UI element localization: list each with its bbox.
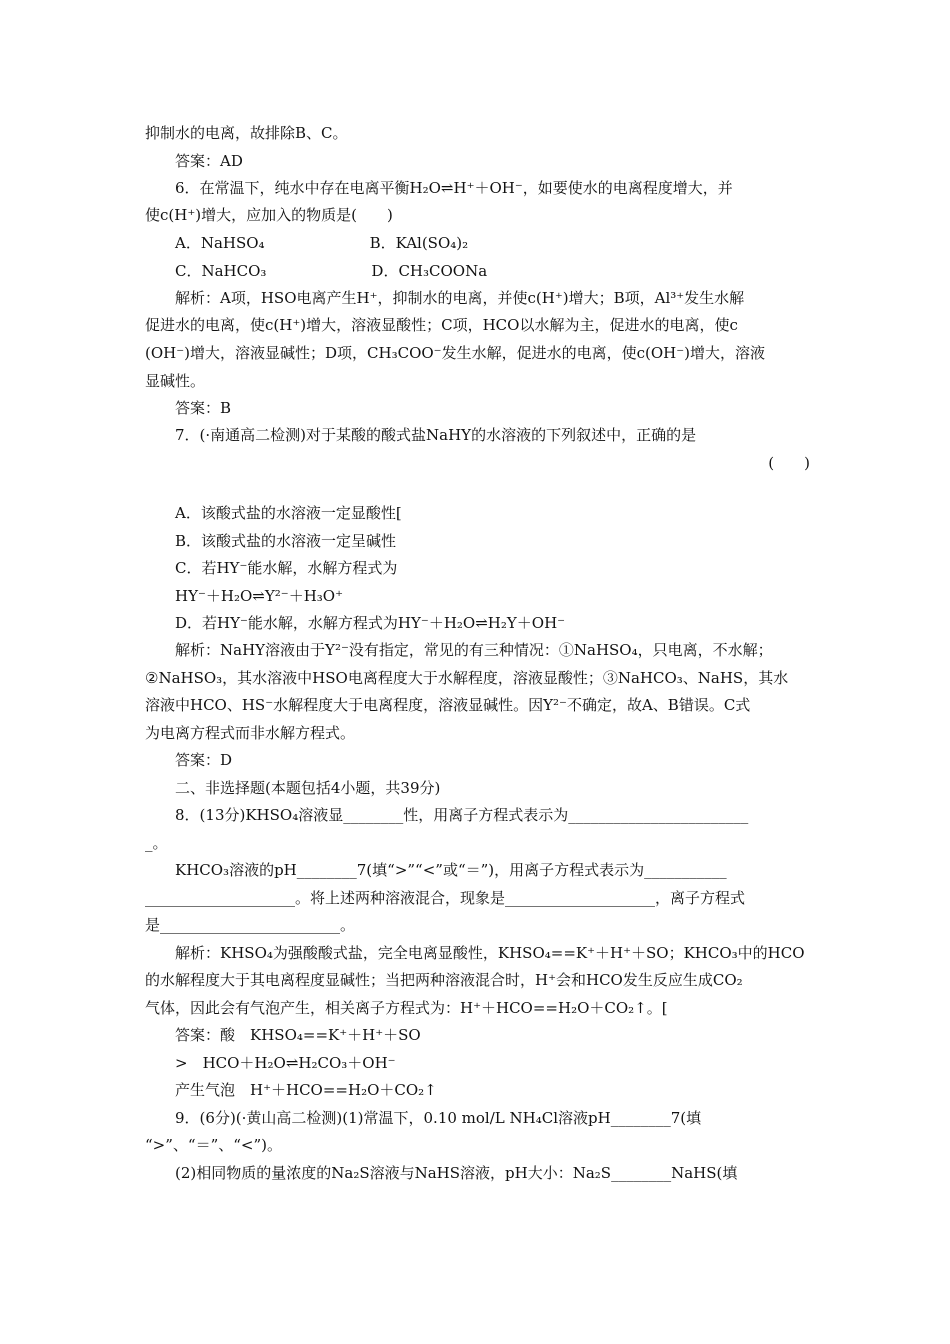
option-d: D．若HY⁻能水解，水解方程式为HY⁻＋H₂O⇌H₂Y＋OH⁻ [175,614,566,632]
question-7: 7．(·南通高二检测)对于某酸的酸式盐NaHY的水溶液的下列叙述中，正确的是 [175,426,697,444]
answer-line: 产生气泡 H⁺＋HCO==H₂O＋CO₂↑ [175,1081,437,1099]
text-line: (2)相同物质的量浓度的Na₂S溶液与NaHS溶液，pH大小：Na₂S________NaHS(填 [175,1164,738,1182]
explanation-line: 显碱性。 [145,372,206,390]
option-a: A．该酸式盐的水溶液一定显酸性[ [175,504,402,522]
equation-line: HY⁻＋H₂O⇌Y²⁻＋H₃O⁺ [175,587,344,605]
explanation-line: (OH⁻)增大，溶液显碱性；D项，CH₃COO⁻发生水解，促进水的电离，使c(OH⁻)增大，溶液 [145,344,765,362]
explanation-line: 解析：NaHY溶液由于Y²⁻没有指定，常见的有三种情况：①NaHSO₄，只电离，不水解； [175,641,773,659]
option-row: A．NaHSO₄ B．KAl(SO₄)₂ [175,234,469,252]
question-6: 6．在常温下，纯水中存在电离平衡H₂O⇌H⁺＋OH⁻，如要使水的电离程度增大，并 [175,179,733,197]
option-b: B．该酸式盐的水溶液一定呈碱性 [175,532,397,550]
answer-line: > HCO＋H₂O⇌H₂CO₃＋OH⁻ [175,1054,396,1072]
explanation-line: ②NaHSO₃，其水溶液中HSO电离程度大于水解程度，溶液显酸性；③NaHCO₃、NaHS，其水 [145,669,789,687]
answer-line: 答案：AD [175,152,243,170]
answer-line: 答案：D [175,751,233,769]
explanation-line: 溶液中HCO、HS⁻水解程度大于电离程度，溶液显碱性。因Y²⁻不确定，故A、B错误。C式 [145,696,751,714]
text-line: KHCO₃溶液的pH________7(填“>”“<”或“＝”)，用离子方程式表示为___________ [175,861,727,879]
text-line: 使c(H⁺)增大，应加入的物质是( ) [145,206,393,224]
answer-line: 答案：B [175,399,232,417]
option-row: C．NaHCO₃ D．CH₃COONa [175,262,488,280]
explanation-line: 气体，因此会有气泡产生，相关离子方程式为：H⁺＋HCO==H₂O＋CO₂↑。[ [145,999,668,1017]
explanation-line: 为电离方程式而非水解方程式。 [145,724,356,742]
answer-line: 答案：酸 KHSO₄==K⁺＋H⁺＋SO [175,1026,421,1044]
explanation-line: 解析：A项，HSO电离产生H⁺，抑制水的电离，并使c(H⁺)增大；B项，Al³⁺发生水解 [175,289,745,307]
question-8: 8．(13分)KHSO₄溶液显________性，用离子方程式表示为________________________ [175,806,749,824]
text-line: 是________________________。 [145,916,356,934]
section-heading: 二、非选择题(本题包括4小题，共39分) [175,779,441,797]
text-line: _。 [145,834,168,852]
option-c: C．若HY⁻能水解，水解方程式为 [175,559,398,577]
text-line: “>”、“＝”、“<”)。 [145,1136,282,1154]
explanation-line: 解析：KHSO₄为强酸酸式盐，完全电离显酸性，KHSO₄==K⁺＋H⁺＋SO；KHCO₃中的HCO [175,944,805,962]
explanation-line: 促进水的电离，使c(H⁺)增大，溶液显酸性；C项，HCO以水解为主，促进水的电离，使c [145,316,738,334]
text-line: 抑制水的电离，故排除B、C。 [145,124,348,142]
question-9: 9．(6分)(·黄山高二检测)(1)常温下，0.10 mol/L NH₄Cl溶液pH________7(填 [175,1109,702,1127]
explanation-line: 的水解程度大于其电离程度显碱性；当把两种溶液混合时，H⁺会和HCO发生反应生成CO₂ [145,971,743,989]
text-line: ____________________。将上述两种溶液混合，现象是____________________，离子方程式 [145,889,746,907]
answer-bracket: ( ) [768,454,810,472]
